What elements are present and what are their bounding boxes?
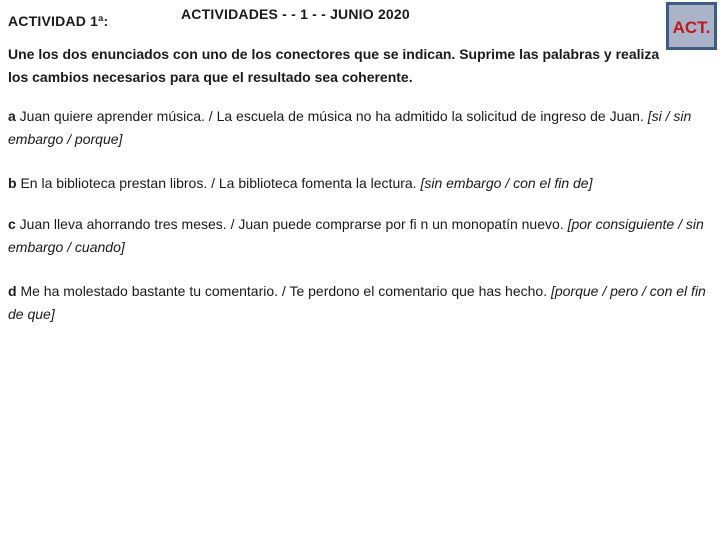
exercise-a [8,105,714,151]
act-badge-label: ACT. [672,18,711,37]
instructions-text: Une los dos enunciados con uno de los conectores que se indican. Suprime las palabras y realiza los cambios necesarios para que el resultado sea coherente. [8,46,660,85]
exercise-text: En la biblioteca prestan libros. / La biblioteca fomenta la lectura. [16,175,421,191]
exercise-text: Juan quiere aprender música. / La escuela de música no ha admitido la solicitud de ingreso de Juan. [15,108,648,124]
exercise-options: [porque / pero / con el fin de que] [8,283,706,322]
exercise-options: [si / sin embargo / porque] [8,108,692,147]
exercise-options: [por consiguiente / sin embargo / cuando] [8,216,704,255]
exercise-text: Juan lleva ahorrando tres meses. / Juan puede comprarse por fi n un monopatín nuevo. [15,216,568,232]
act-badge [666,2,717,50]
activity-label: ACTIVIDAD 1ª: [8,13,109,29]
exercise-letter: c [8,216,16,232]
exercise-letter: b [8,175,17,191]
exercise-d [8,280,714,326]
exercise-b [8,172,714,195]
exercise-text: Me ha molestado bastante tu comentario. / Te perdono el comentario que has hecho. [16,283,551,299]
exercise-options: [sin embargo / con el fin de] [420,175,593,191]
exercise-letter: d [8,283,17,299]
page-title: ACTIVIDADES - - 1 - - JUNIO 2020 [181,6,410,22]
exercise-c [8,213,714,259]
exercise-letter: a [8,108,16,124]
